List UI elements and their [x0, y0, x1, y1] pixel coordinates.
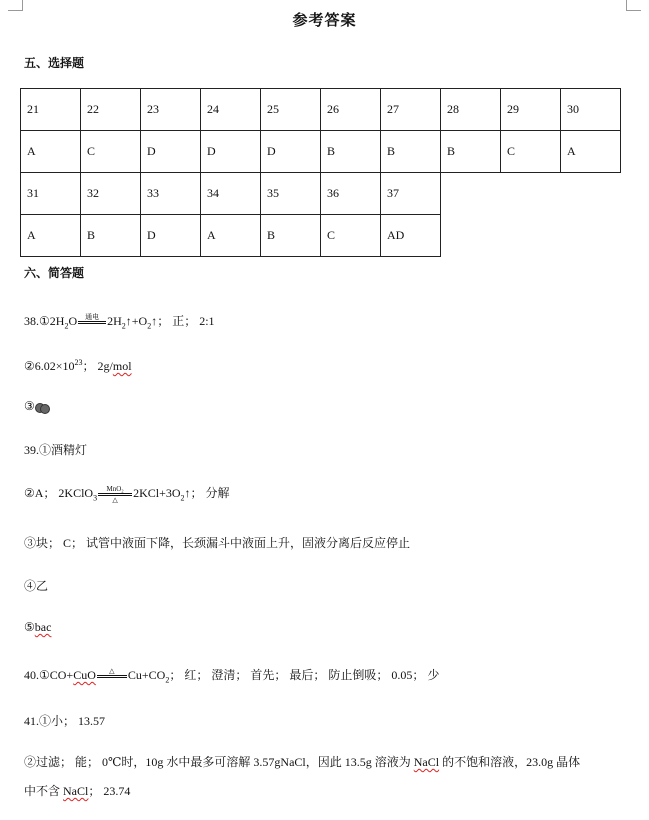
empty-cell [561, 215, 621, 257]
question-number: 29 [501, 89, 561, 131]
answer-cell: D [141, 131, 201, 173]
table-row-numbers-2 [21, 173, 621, 215]
page-title: 参考答案 [292, 13, 357, 29]
answer-cell: D [201, 131, 261, 173]
section-6-heading: 六、简答题 [24, 266, 85, 280]
question-number: 21 [21, 89, 81, 131]
question-number: 30 [561, 89, 621, 131]
answer-table [20, 88, 621, 257]
q38-line-3: ③ [24, 399, 49, 414]
empty-cell [501, 215, 561, 257]
answer-cell: AD [381, 215, 441, 257]
q41-line-1: 41.①小； 13.57 [24, 714, 106, 728]
q39-line-3: ③块； C； 试管中液面下降，长颈漏斗中液面上升，固液分离后反应停止 [24, 536, 411, 550]
q39-line-5: ⑤bac [24, 620, 52, 634]
reaction-condition: $\frac{\text{MnO₂}}{\triangle}$ [98, 485, 132, 504]
answer-cell: C [321, 215, 381, 257]
table-row-answers-2 [21, 215, 621, 257]
q40-line-1: 40.①CO+CuO △ $Cu+CO_2$； 红； 澄清； 首先； 最后； 防止倒吸； 0.05； 少 [24, 666, 440, 685]
answer-cell: D [141, 215, 201, 257]
question-number: 32 [81, 173, 141, 215]
molecule-icon [35, 402, 49, 412]
answer-cell: C [81, 131, 141, 173]
empty-cell [441, 215, 501, 257]
question-number: 23 [141, 89, 201, 131]
empty-cell [441, 173, 501, 215]
empty-cell [501, 173, 561, 215]
answer-cell: A [201, 215, 261, 257]
question-number: 36 [321, 173, 381, 215]
empty-cell [561, 173, 621, 215]
answer-cell: B [81, 215, 141, 257]
question-number: 33 [141, 173, 201, 215]
question-number: 34 [201, 173, 261, 215]
question-number: 22 [81, 89, 141, 131]
q38-line-1: $38.①2H_2O$ 通电 $2H_2↑+O_2↑$； 正； 2:1 [24, 312, 215, 331]
answer-cell: D [261, 131, 321, 173]
q38-line-2: $②6.02\times 10^{23}$； 2g/mol [24, 358, 132, 373]
question-number: 26 [321, 89, 381, 131]
q39-line-4: ④乙 [24, 579, 49, 593]
section-5-heading: 五、选择题 [24, 56, 85, 70]
answer-cell: B [381, 131, 441, 173]
answer-cell: B [441, 131, 501, 173]
answer-cell: B [321, 131, 381, 173]
reaction-condition: 通电 [78, 313, 106, 332]
question-number: 25 [261, 89, 321, 131]
question-number: 37 [381, 173, 441, 215]
table-row-answers-1 [21, 131, 621, 173]
question-number: 35 [261, 173, 321, 215]
answer-cell: A [21, 215, 81, 257]
answer-cell: B [261, 215, 321, 257]
answer-cell: A [21, 131, 81, 173]
question-number: 24 [201, 89, 261, 131]
q41-line-3: 中不含 NaCl； 23.74 [24, 784, 131, 798]
q41-line-2: ②过滤； 能； 0℃时，10g 水中最多可溶解 3.57gNaCl，因此 13.5g 溶液为 NaCl 的不饱和溶液，23.0g 晶体 [24, 755, 581, 769]
question-number: 28 [441, 89, 501, 131]
table-row-numbers-1 [21, 89, 621, 131]
answer-cell: A [561, 131, 621, 173]
q39-line-2: ②A； 2KClO$_3$ $\frac{\text{MnO₂}}{\triangle}$ $2KCl+3O_2↑$； 分解 [24, 484, 230, 504]
answer-cell: C [501, 131, 561, 173]
question-number: 31 [21, 173, 81, 215]
question-number: 27 [381, 89, 441, 131]
q39-line-1: 39.①酒精灯 [24, 443, 88, 457]
reaction-condition: △ [97, 667, 127, 686]
